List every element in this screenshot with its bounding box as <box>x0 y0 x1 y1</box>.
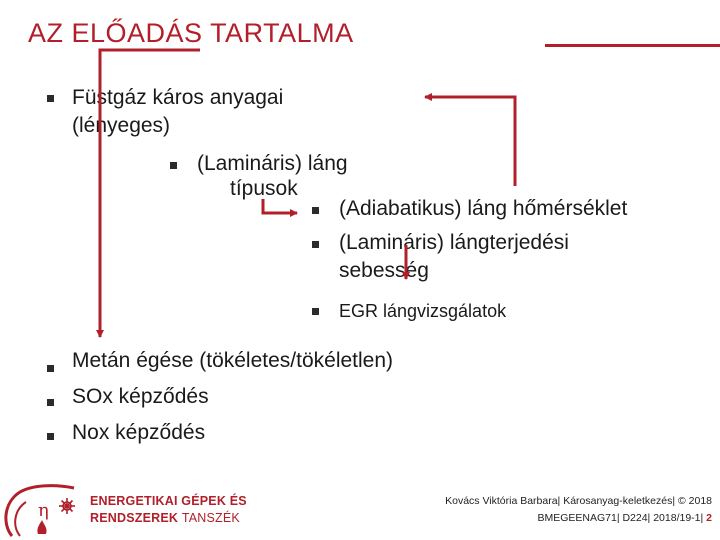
content-item-lang-tipusok-line1: (Lamináris) láng <box>197 152 348 175</box>
flame-icon <box>37 520 46 534</box>
arrow-left-loop <box>100 50 200 337</box>
content-item-sox: SOx képződés <box>72 385 209 408</box>
footer-credit-line2 <box>537 512 712 524</box>
content-item-metan: Metán égése (tökéletes/tökéletlen) <box>72 349 394 372</box>
page-number: 2 <box>706 512 712 524</box>
logo-text-rendszerek: RENDSZEREK <box>90 511 179 525</box>
eta-symbol: η <box>38 500 49 521</box>
content-item-fustgaz-line2: (lényeges) <box>72 114 171 137</box>
logo-text-line1: ENERGETIKAI GÉPEK ÉS <box>90 494 247 508</box>
department-logo-icon <box>2 484 88 538</box>
content-item-nox: Nox képződés <box>72 421 206 444</box>
arrow-upper-right <box>425 97 515 186</box>
content-item-fustgaz-line1: Füstgáz káros anyagai <box>72 86 284 109</box>
content-item-langterjedesi-line1: (Lamináris) lángterjedési <box>339 231 569 254</box>
footer-course-info: BMEGEENAG71| D224| 2018/19-1| <box>537 512 704 524</box>
slide-title: AZ ELŐADÁS TARTALMA <box>28 18 354 48</box>
content-item-adiabatikus: (Adiabatikus) láng hőmérséklet <box>339 197 628 220</box>
arrow-small-corner <box>263 199 297 213</box>
footer-credit-line1: Kovács Viktória Barbara| Károsanyag-keletkezés| © 2018 <box>445 495 712 507</box>
content-item-egr: EGR lángvizsgálatok <box>339 301 507 321</box>
logo-text-tanszek: TANSZÉK <box>181 511 240 525</box>
logo-text-line2 <box>90 511 240 525</box>
content-item-langterjedesi-line2: sebesség <box>339 259 429 282</box>
gear-icon <box>59 498 75 514</box>
content-item-lang-tipusok-line2: típusok <box>230 177 298 200</box>
